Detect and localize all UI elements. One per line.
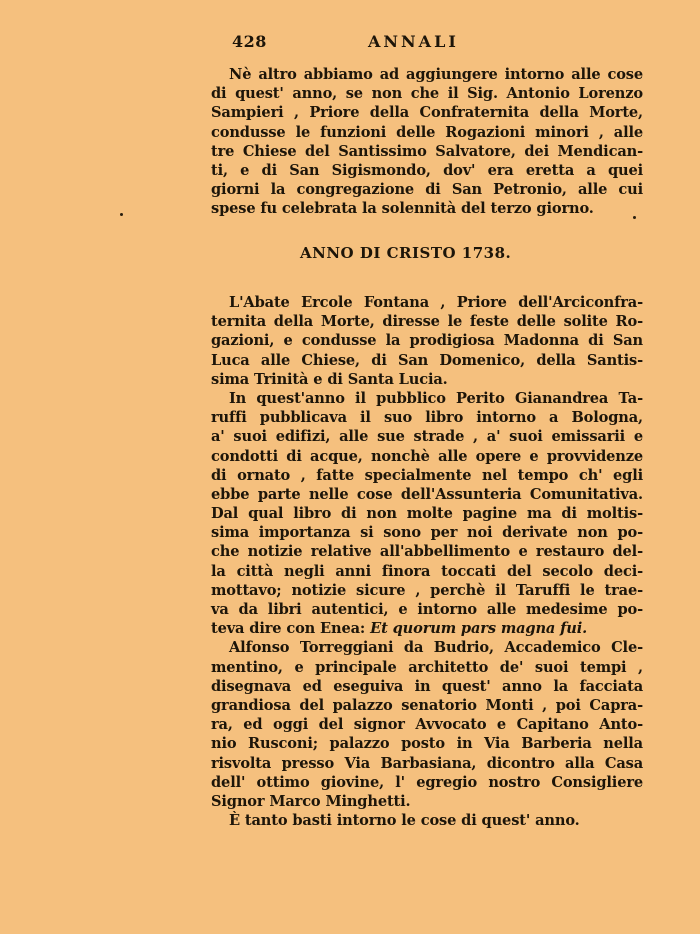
print-speck [633,216,636,219]
text-line: di ornato , fatte specialmente nel tempo ch' egli [211,466,643,484]
text-line: nio Rusconi; palazzo posto in Via Barberia nella [211,735,643,753]
text-line: tre Chiese del Santissimo Salvatore, dei Mendican- [211,142,643,160]
text-line: L'Abate Ercole Fontana , Priore dell'Arciconfra- [229,294,643,311]
text-line-with-quote [211,619,643,638]
latin-quote: Et quorum pars magna fui. [370,620,588,638]
text-line: gazioni, e condusse la prodigiosa Madonna di San [211,332,643,350]
text-line: teva dire con Enea: [211,620,371,638]
text-line: la città negli anni finora toccati del secolo deci- [211,562,643,580]
text-line: che notizie relative all'abbellimento e restauro del- [211,543,643,561]
main-paragraphs [211,293,643,830]
text-line: a' suoi edifizi, alle sue strade , a' suoi emissarii e [211,428,643,446]
text-line: va da libri autentici, e intorno alle medesime po- [211,601,643,618]
text-line: condotti di acque, nonchè alle opere e provvidenze [211,447,643,465]
text-line: In quest'anno il pubblico Perito Gianandrea Ta- [229,389,643,407]
text-line: mottavo; notizie sicure , perchè il Taruffi le trae- [211,581,643,599]
text-line: ebbe parte nelle cose dell'Assunteria Comunitativa. [211,485,643,503]
text-line: È tanto basti intorno le cose di quest' anno. [229,812,580,830]
text-line: Luca alle Chiese, di San Domenico, della Santis- [211,351,643,369]
text-line: Alfonso Torreggiani da Budrio, Accademico Cle- [229,639,643,657]
print-speck [120,213,123,216]
text-line: mentino, e principale architetto de' suoi tempi , [211,658,643,676]
text-line: ruffi pubblicava il suo libro intorno a Bologna, [211,409,643,427]
text-line: ternita della Morte, diresse le feste delle solite Ro- [211,313,643,331]
text-line: Nè altro abbiamo ad aggiungere intorno alle cose [229,66,643,83]
text-line: dell' ottimo giovine, l' egregio nostro Consigliere [211,773,643,791]
text-line: Signor Marco Minghetti. [211,792,411,810]
page-number: 428 [232,32,267,51]
text-line: grandiosa del palazzo senatorio Monti , poi Capra- [211,696,643,714]
text-line: sima Trinità e di Santa Lucia. [211,370,448,388]
intro-paragraph [211,65,643,219]
text-line: Sampieri , Priore della Confraternita della Morte, [211,104,643,122]
text-line: sima importanza si sono per noi derivate non po- [211,524,643,542]
text-line: spese fu celebrata la solennità del terzo giorno. [211,200,594,218]
text-line: disegnava ed eseguiva in quest' anno la facciata [211,677,643,695]
text-line: Dal qual libro di non molte pagine ma di moltis- [211,505,643,523]
text-line: risvolta presso Via Barbasiana, dicontro alla Casa [211,754,643,772]
running-title: ANNALI [368,32,459,51]
running-header [232,32,642,56]
text-line: ti, e di San Sigismondo, dov' era eretta a quei [211,161,643,179]
text-line: giorni la congregazione di San Petronio, alle cui [211,181,643,199]
text-line: di quest' anno, se non che il Sig. Antonio Lorenzo [211,85,643,103]
text-line: condusse le funzioni delle Rogazioni minori , alle [211,123,643,141]
text-line: ra, ed oggi del signor Avvocato e Capitano Anto- [211,716,643,734]
section-heading: ANNO DI CRISTO 1738. [300,244,512,262]
